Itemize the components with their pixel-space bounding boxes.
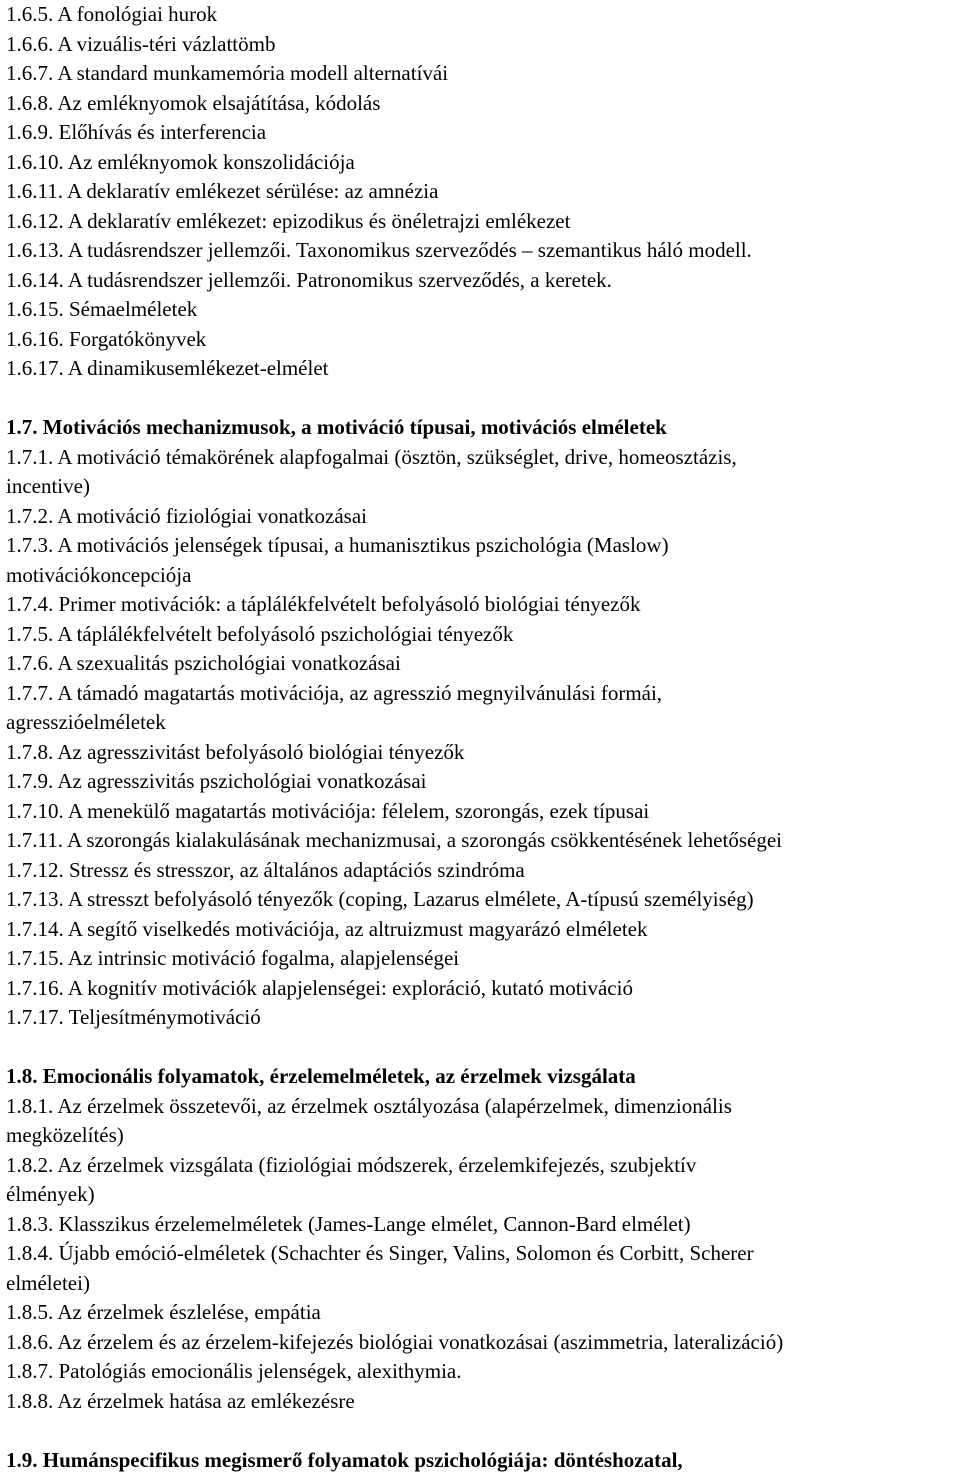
section-heading: 1.8. Emocionális folyamatok, érzelemelméletek, az érzelmek vizsgálata <box>6 1064 636 1088</box>
toc-entry: agresszióelméletek <box>6 710 166 734</box>
blank-line <box>6 384 960 414</box>
toc-entry: 1.7.14. A segítő viselkedés motivációja, az altruizmust magyarázó elméletek <box>6 916 648 941</box>
toc-entry: 1.8.8. Az érzelmek hatása az emlékezésre <box>6 1388 355 1413</box>
toc-entry: 1.8.2. Az érzelmek vizsgálata (fiziológiai módszerek, érzelemkifejezés, szubjektív <box>6 1152 697 1177</box>
document-page <box>6 0 960 1475</box>
toc-entry: 1.7.12. Stressz és stresszor, az általános adaptációs szindróma <box>6 857 525 882</box>
toc-entry: 1.7.1. A motiváció témakörének alapfogalmai (ösztön, szükséglet, drive, homeosztázis, <box>6 444 737 469</box>
toc-entry: 1.6.14. A tudásrendszer jellemzői. Patronomikus szerveződés, a keretek. <box>6 267 612 292</box>
toc-entry: 1.6.10. Az emléknyomok konszolidációja <box>6 149 355 174</box>
toc-entry: 1.6.12. A deklaratív emlékezet: epizodikus és önéletrajzi emlékezet <box>6 208 571 233</box>
toc-entry: 1.7.7. A támadó magatartás motivációja, az agresszió megnyilvánulási formái, <box>6 680 663 705</box>
toc-entry: 1.8.1. Az érzelmek összetevői, az érzelmek osztályozása (alapérzelmek, dimenzionális <box>6 1093 732 1118</box>
toc-entry: 1.6.9. Előhívás és interferencia <box>6 120 267 144</box>
toc-entry: 1.6.17. A dinamikusemlékezet-elmélet <box>6 356 329 380</box>
toc-entry: megközelítés) <box>6 1123 124 1147</box>
section-heading: 1.9. Humánspecifikus megismerő folyamatok pszichológiája: döntéshozatal, <box>6 1447 683 1472</box>
toc-entry: 1.7.17. Teljesítménymotiváció <box>6 1005 261 1029</box>
toc-entry: 1.6.8. Az emléknyomok elsajátítása, kódolás <box>6 90 381 115</box>
toc-entry: 1.8.3. Klasszikus érzelemelméletek (James-Lange elmélet, Cannon-Bard elmélet) <box>6 1211 691 1236</box>
toc-entry: incentive) <box>6 474 90 498</box>
toc-entry: 1.8.5. Az érzelmek észlelése, empátia <box>6 1300 321 1324</box>
toc-entry: 1.6.15. Sémaelméletek <box>6 297 198 321</box>
toc-entry: 1.6.6. A vizuális-téri vázlattömb <box>6 31 276 56</box>
toc-entry: 1.7.2. A motiváció fiziológiai vonatkozásai <box>6 503 368 528</box>
toc-entry: 1.7.5. A táplálékfelvételt befolyásoló pszichológiai tényezők <box>6 621 514 646</box>
toc-entry: 1.7.3. A motivációs jelenségek típusai, a humanisztikus pszichológia (Maslow) <box>6 533 669 557</box>
toc-entry: 1.6.7. A standard munkamemória modell alternatívái <box>6 61 449 85</box>
toc-entry: 1.7.8. Az agresszivitást befolyásoló biológiai tényezők <box>6 739 465 764</box>
toc-entry: 1.6.5. A fonológiai hurok <box>6 2 218 26</box>
toc-entry: 1.7.15. Az intrinsic motiváció fogalma, alapjelenségei <box>6 946 460 970</box>
toc-entry: motivációkoncepciója <box>6 562 192 587</box>
toc-entry: 1.8.4. Újabb emóció-elméletek (Schachter és Singer, Valins, Solomon és Corbitt, Scherer <box>6 1241 754 1265</box>
toc-entry: 1.6.16. Forgatókönyvek <box>6 326 207 351</box>
toc-entry: 1.6.11. A deklaratív emlékezet sérülése: az amnézia <box>6 179 439 203</box>
toc-entry: 1.7.13. A stresszt befolyásoló tényezők (coping, Lazarus elmélete, A-típusú személyiség) <box>6 887 754 911</box>
toc-entry: 1.8.6. Az érzelem és az érzelem-kifejezés biológiai vonatkozásai (aszimmetria, lateralizáció) <box>6 1329 784 1354</box>
section-heading: 1.7. Motivációs mechanizmusok, a motiváció típusai, motivációs elméletek <box>6 415 667 439</box>
toc-entry: 1.7.4. Primer motivációk: a táplálékfelvételt befolyásoló biológiai tényezők <box>6 592 641 616</box>
toc-entry: 1.7.10. A menekülő magatartás motivációja: félelem, szorongás, ezek típusai <box>6 798 650 823</box>
toc-entry: 1.8.7. Patológiás emocionális jelenségek, alexithymia. <box>6 1359 462 1383</box>
toc-entry: 1.7.11. A szorongás kialakulásának mechanizmusai, a szorongás csökkentésének lehetőségei <box>6 828 782 852</box>
toc-entry: elméletei) <box>6 1270 90 1295</box>
toc-entry: 1.7.16. A kognitív motivációk alapjelenségei: exploráció, kutató motiváció <box>6 975 633 1000</box>
blank-line <box>6 1416 960 1446</box>
toc-entry: 1.7.9. Az agresszivitás pszichológiai vonatkozásai <box>6 769 427 793</box>
toc-entry: élmények) <box>6 1182 95 1206</box>
toc-entry: 1.7.6. A szexualitás pszichológiai vonatkozásai <box>6 651 401 675</box>
toc-entry: 1.6.13. A tudásrendszer jellemzői. Taxonomikus szerveződés – szemantikus háló modell. <box>6 238 752 262</box>
blank-line <box>6 1033 960 1063</box>
